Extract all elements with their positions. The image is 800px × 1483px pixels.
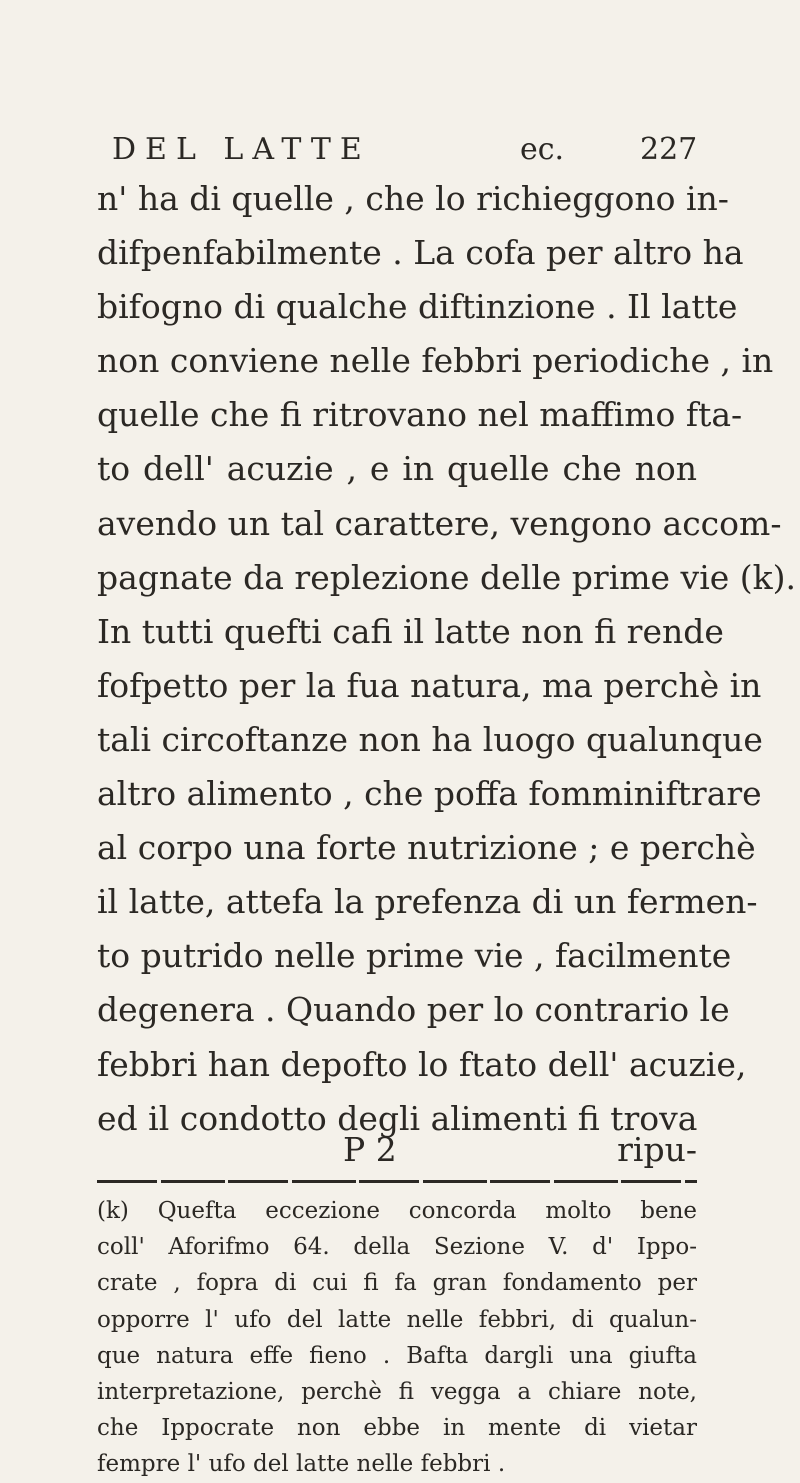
footnote-line: coll' Aforifmo 64. della Sezione V. d' Ippo- — [97, 1234, 697, 1261]
text-line: pagnate da replezione delle prime vie (k). — [97, 557, 797, 597]
text-line: avendo un tal carattere, vengono accom- — [97, 503, 782, 543]
footnote-line: (k) Quefta eccezione concorda molto bene — [97, 1198, 697, 1224]
footnote-line: opporre l' ufo del latte nelle febbri, di qualun- — [97, 1306, 697, 1333]
footnote-line: fempre l' ufo del latte nelle febbri . — [97, 1451, 506, 1478]
signature-mark: P 2 — [343, 1130, 397, 1169]
text-line: tali circoftanze non ha luogo qualunque — [97, 719, 763, 759]
footnote-line: que natura effe fieno . Bafta dargli una giufta — [97, 1342, 697, 1369]
running-title-abbreviation: ec. — [520, 132, 565, 167]
text-line: to dell' acuzie , e in quelle che non — [97, 449, 697, 489]
text-line: bifogno di qualche diftinzione . Il latte — [97, 287, 738, 327]
text-line: In tutti quefti cafi il latte non fi rende — [97, 611, 724, 651]
footnote-rule — [97, 1180, 697, 1183]
text-line: n' ha di quelle , che lo richieggono in- — [97, 179, 729, 218]
text-line: ed il condotto degli alimenti fi trova — [97, 1098, 698, 1138]
text-line: febbri han depofto lo ftato dell' acuzie, — [97, 1044, 747, 1084]
footnote — [97, 1193, 697, 1483]
text-line: al corpo una forte nutrizione ; e perchè — [97, 828, 756, 868]
text-line: non conviene nelle febbri periodiche , in — [97, 341, 774, 381]
text-line: to putrido nelle prime vie , facilmente — [97, 936, 732, 976]
text-line: il latte, attefa la prefenza di un fermen- — [97, 882, 758, 922]
running-title: DEL LATTE — [112, 132, 371, 167]
footnote-line: che Ippocrate non ebbe in mente di vietar — [97, 1415, 697, 1442]
footnote-line: interpretazione, perchè fi vegga a chiare note, — [97, 1378, 697, 1405]
text-line: altro alimento , che poffa fomminiftrare — [97, 774, 762, 814]
text-line: difpenfabilmente . La cofa per altro ha — [97, 233, 744, 273]
text-line: fofpetto per la fua natura, ma perchè in — [97, 665, 762, 705]
text-line: quelle che fi ritrovano nel maffimo fta- — [97, 395, 743, 435]
footnote-line: crate , fopra di cui fi fa gran fondamento per — [97, 1270, 697, 1297]
running-header — [112, 130, 712, 170]
signature-line — [97, 1125, 697, 1175]
catchword: ripu- — [617, 1130, 697, 1169]
page-number: 227 — [640, 132, 698, 167]
text-line: degenera . Quando per lo contrario le — [97, 990, 730, 1030]
main-text — [97, 172, 797, 1146]
